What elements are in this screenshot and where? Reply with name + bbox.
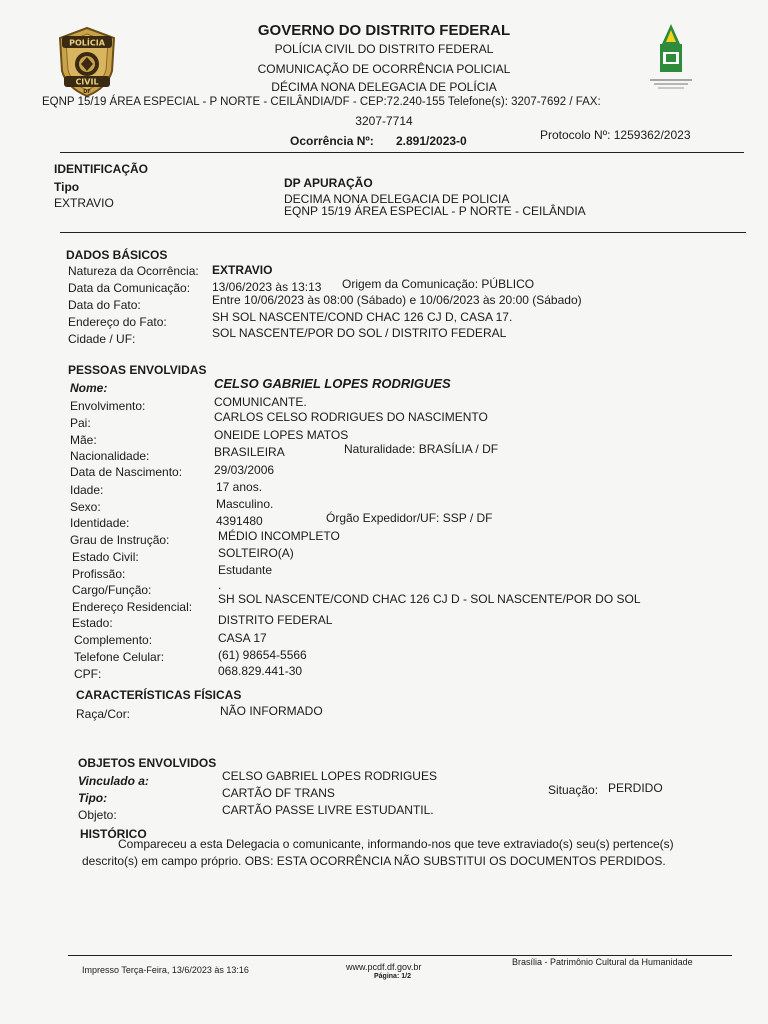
mae-value: ONEIDE LOPES MATOS (214, 428, 349, 442)
endereco-fato-value: SH SOL NASCENTE/COND CHAC 126 CJ D, CASA 17. (212, 310, 513, 324)
nacionalidade-label: Nacionalidade: (70, 449, 150, 463)
divider (60, 152, 744, 153)
protocolo-number: Protocolo Nº: 1259362/2023 (540, 128, 691, 142)
profissao-label: Profissão: (72, 567, 126, 581)
sexo-label: Sexo: (70, 500, 101, 514)
address-line-2: 3207-7714 (355, 114, 413, 128)
raca-value: NÃO INFORMADO (220, 704, 323, 718)
telefone-value: (61) 98654-5566 (218, 648, 307, 662)
svg-text:CIVIL: CIVIL (75, 77, 99, 87)
idade-value: 17 anos. (216, 480, 263, 494)
situacao-label: Situação: (548, 783, 599, 797)
divider (60, 232, 746, 233)
nascimento-value: 29/03/2006 (214, 463, 275, 477)
vinculado-value: CELSO GABRIEL LOPES RODRIGUES (222, 769, 437, 783)
objeto-value: CARTÃO PASSE LIVRE ESTUDANTIL. (222, 803, 434, 817)
cpf-label: CPF: (74, 667, 102, 681)
natureza-label: Natureza da Ocorrência: (68, 264, 199, 278)
tipo-value: EXTRAVIO (54, 196, 114, 210)
residencial-label: Endereço Residencial: (72, 600, 193, 614)
envolvimento-label: Envolvimento: (70, 399, 146, 413)
nome-label: Nome: (70, 381, 108, 395)
dp-name: DECIMA NONA DELEGACIA DE POLICIA (284, 192, 510, 206)
tipo-label: Tipo (54, 180, 80, 194)
dp-address: EQNP 15/19 ÁREA ESPECIAL - P NORTE - CEILÂNDIA (284, 204, 586, 218)
raca-label: Raça/Cor: (76, 707, 131, 721)
idade-label: Idade: (70, 483, 104, 497)
data-fato-label: Data do Fato: (68, 298, 141, 312)
ocorrencia-label: Ocorrência Nº: (290, 134, 374, 148)
footer-divider (68, 955, 732, 956)
historico-line-1: Compareceu a esta Delegacia o comunicante, informando-nos que teve extraviado(s) seu(s) pertence(s) (118, 837, 674, 851)
profissao-value: Estudante (218, 563, 273, 577)
section-dados-basicos: DADOS BÁSICOS (66, 248, 168, 262)
objeto-label: Objeto: (78, 808, 117, 822)
instrucao-value: MÉDIO INCOMPLETO (218, 529, 340, 543)
pai-value: CARLOS CELSO RODRIGUES DO NASCIMENTO (214, 410, 488, 424)
nascimento-label: Data de Nascimento: (70, 465, 183, 479)
envolvimento-value: COMUNICANTE. (214, 395, 307, 409)
estado-label: Estado: (72, 616, 113, 630)
cpf-value: 068.829.441-30 (218, 664, 303, 678)
org-title: GOVERNO DO DISTRITO FEDERAL (257, 22, 511, 39)
page-number: Página: 1/2 (374, 973, 411, 980)
address-line: EQNP 15/19 ÁREA ESPECIAL - P NORTE - CEILÂNDIA/DF - CEP:72.240-155 Telefone(s): 3207-7692 / FAX: (42, 96, 601, 108)
vinculado-label: Vinculado a: (78, 774, 149, 788)
data-comunicacao-label: Data da Comunicação: (68, 281, 191, 295)
natureza-value: EXTRAVIO (212, 263, 273, 277)
estado-civil-value: SOLTEIRO(A) (218, 546, 294, 560)
telefone-label: Telefone Celular: (74, 650, 165, 664)
section-caracteristicas: CARACTERÍSTICAS FÍSICAS (76, 688, 242, 702)
identidade-value: 4391480 (216, 514, 263, 528)
nacionalidade-value: BRASILEIRA (214, 445, 285, 459)
website: www.pcdf.df.gov.br (346, 962, 422, 972)
nome-value: CELSO GABRIEL LOPES RODRIGUES (214, 376, 451, 391)
orgao-expedidor: Órgão Expedidor/UF: SSP / DF (326, 511, 493, 525)
historico-line-2: descrito(s) em campo próprio. OBS: ESTA OCORRÊNCIA NÃO SUBSTITUI OS DOCUMENTOS PERDIDOS. (82, 854, 666, 868)
endereco-fato-label: Endereço do Fato: (68, 315, 167, 329)
section-pessoas: PESSOAS ENVOLVIDAS (68, 363, 207, 377)
complemento-value: CASA 17 (218, 631, 267, 645)
ocorrencia-number: 2.891/2023-0 (396, 134, 467, 148)
situacao-value: PERDIDO (608, 781, 663, 795)
estado-value: DISTRITO FEDERAL (218, 613, 333, 627)
instrucao-label: Grau de Instrução: (70, 533, 170, 547)
complemento-label: Complemento: (74, 633, 153, 647)
document-type: COMUNICAÇÃO DE OCORRÊNCIA POLICIAL (257, 62, 511, 76)
tipo-objeto-value: CARTÃO DF TRANS (222, 786, 335, 800)
svg-text:DF: DF (83, 89, 91, 95)
section-identificacao: IDENTIFICAÇÃO (54, 162, 148, 176)
section-historico: HISTÓRICO (80, 827, 147, 841)
footer-motto: Brasília - Patrimônio Cultural da Humanidade (512, 957, 693, 967)
estado-civil-label: Estado Civil: (72, 550, 139, 564)
data-comunicacao-value: 13/06/2023 às 13:13 (212, 280, 322, 294)
cargo-label: Cargo/Função: (72, 583, 152, 597)
unit-name: DÉCIMA NONA DELEGACIA DE POLÍCIA (271, 80, 497, 94)
org-subtitle: POLÍCIA CIVIL DO DISTRITO FEDERAL (274, 42, 494, 56)
naturalidade: Naturalidade: BRASÍLIA / DF (344, 442, 499, 456)
sexo-value: Masculino. (216, 497, 274, 511)
dp-apuracao-label: DP APURAÇÃO (284, 176, 373, 190)
section-objetos: OBJETOS ENVOLVIDOS (78, 756, 217, 770)
residencial-value: SH SOL NASCENTE/COND CHAC 126 CJ D - SOL NASCENTE/POR DO SOL (218, 592, 641, 606)
mae-label: Mãe: (70, 433, 97, 447)
impresso-em: Impresso Terça-Feira, 13/6/2023 às 13:16 (82, 965, 249, 975)
origem-comunicacao: Origem da Comunicação: PÚBLICO (342, 277, 535, 291)
data-fato-value: Entre 10/06/2023 às 08:00 (Sábado) e 10/06/2023 às 20:00 (Sábado) (212, 293, 582, 307)
svg-text:POLÍCIA: POLÍCIA (69, 38, 105, 48)
cargo-value: . (218, 578, 222, 592)
tipo-objeto-label: Tipo: (78, 791, 108, 805)
cidade-label: Cidade / UF: (68, 332, 136, 346)
pai-label: Pai: (70, 416, 91, 430)
identidade-label: Identidade: (70, 516, 130, 530)
cidade-value: SOL NASCENTE/POR DO SOL / DISTRITO FEDERAL (212, 326, 507, 340)
